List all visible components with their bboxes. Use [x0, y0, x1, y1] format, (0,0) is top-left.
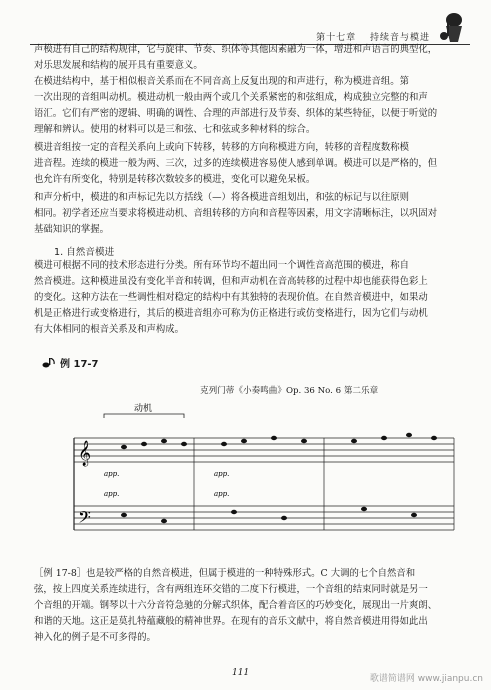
paragraph-5: 模进可根据不同的技术形态进行分类。所有环节均不超出同一个调性音高范围的模进，称自 然音模进。这种模进虽没有变化半音和转调，但和声动机在音高转移的过程中却也能获得色彩上 的变化。这种方法在一些调性相对稳定的结构中有其独特的表现价值。在自然音模进中，如果动 机是正格进行或变格进行，其后的模进音组亦可称为仿正格进行或仿变格进行，因为它们与动机 有大体相同的根音关系及和声构成。 [34, 260, 428, 335]
page-header [30, 18, 470, 42]
paragraph-1: 声模进有自己的结构规律，它与旋律、节奏、织体等其他因素融为一体，增进和声语言的典型化， 对乐思发展和结构的展开具有重要意义。 [34, 44, 438, 71]
section-heading: 1. 自然音模进 [54, 247, 115, 258]
dynamic-mark-4: app. [214, 490, 230, 498]
dynamic-mark-1: app. [104, 470, 120, 478]
bass-clef-icon: 𝄢 [78, 507, 91, 531]
example-label [42, 355, 99, 370]
page-number: 111 [232, 668, 250, 678]
music-score [64, 398, 458, 558]
treble-clef-icon: 𝄞 [78, 441, 92, 466]
paragraph-7: ［例 17-8］也是较严格的自然音模进，但属于模进的一种特殊形式。C 大调的七个自然音和 弦，按上四度关系连续进行，含有两组连环交错的二度下行模进，一个音组的结束同时就是另一 个音组的开端。钢琴以十六分音符急驰的分解式织体，配合着音区的巧妙变化，展现出一片爽朗、 和谐的天地。这正是莫扎特蕴藏般的精神世界。在现有的音乐文献中，将自然音模进用得如此出 神入化的例子是不可多得的。 [34, 568, 438, 643]
paragraph-4: 和声分析中，模进的和声标记先以方括线（—）将各模进音组划出，和弦的标记与以往原则 相同。初学者还应当要求将模进动机、音组转移的方向和音程等因素，用文字清晰标注，以巩固对 基础知识的掌握。 [34, 192, 438, 235]
chapter-title: 第十七章 持续音与模进 [316, 33, 430, 43]
motive-label: 动机 [134, 404, 153, 414]
dynamic-mark-2: app. [214, 470, 230, 478]
dynamic-mark-3: app. [104, 490, 120, 498]
paragraph-2: 在模进结构中，基于相似根音关系而在不同音高上反复出现的和声进行，称为模进音组。第 一次出现的音组叫动机。模进动机一般由两个或几个关系紧密的和弦组成，构成独立完整的和声 语汇。它们有严密的逻辑、明确的调性、合理的声部进行及节奏、织体的某些特征，以便于听觉的 理解和辨认。使用的材料可以是三和弦、七和弦或多种材料的综合。 [34, 76, 438, 135]
watermark: 歌谱简谱网 www.jianpu.cn [369, 674, 483, 684]
score-caption: 克列门蒂《小奏鸣曲》Op. 36 No. 6 第二乐章 [200, 386, 379, 396]
music-note-icon [42, 358, 56, 368]
example-number: 例 17-7 [60, 359, 99, 370]
paragraph-3: 模进音组按一定的音程关系向上或向下转移，转移的方向称模进方向，转移的音程度数称模 进音程。连续的模进一般为两、三次，过多的连续模进容易使人感到单调。模进可以是严格的，但 也允许有所变化，特别是转移次数较多的模进，变化可以避免呆板。 [34, 142, 438, 185]
